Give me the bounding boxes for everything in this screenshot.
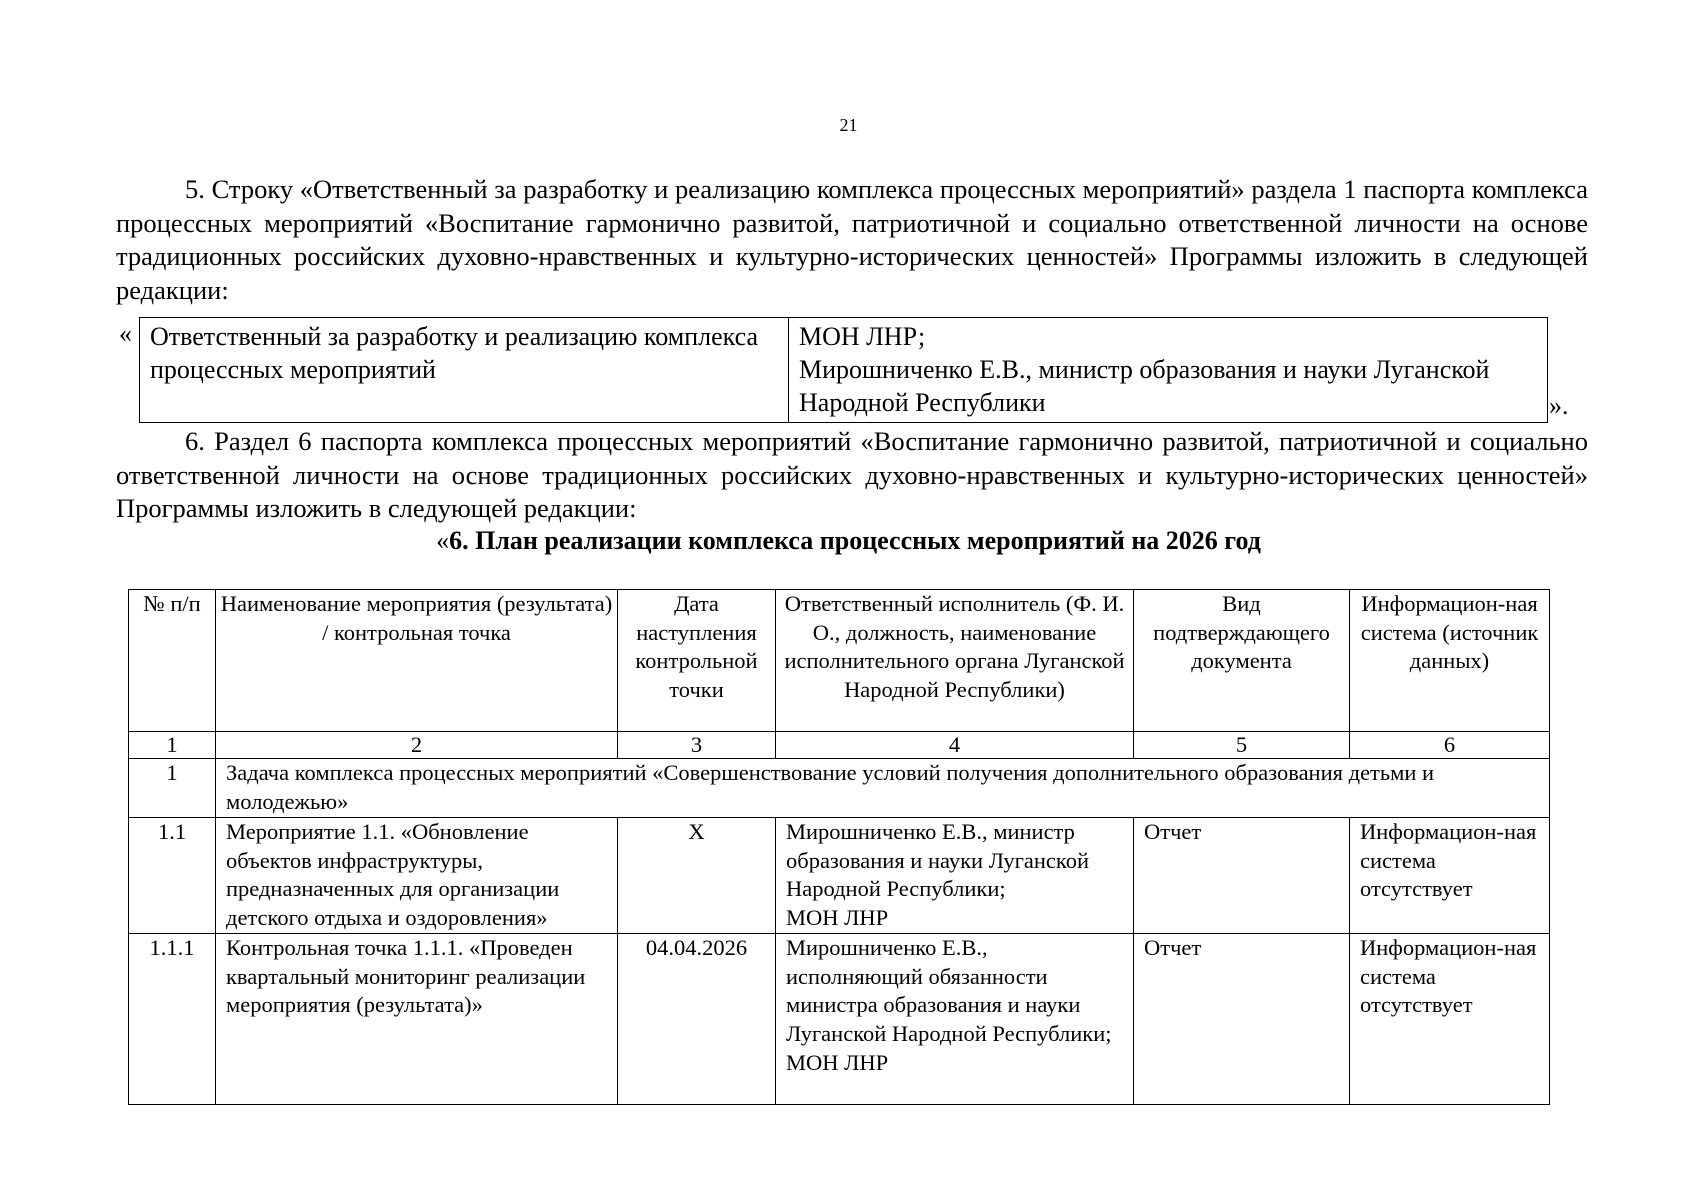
column-number: 2 — [216, 732, 618, 759]
table-row — [129, 933, 1550, 1104]
plan-title — [0, 524, 1697, 557]
control-date: X — [618, 818, 776, 934]
task-row — [129, 759, 1550, 818]
event-name: Мероприятие 1.1. «Обновление объектов инфраструктуры, предназначенных для организации детского отдыха и оздоровления» — [216, 818, 618, 934]
responsible-person: Мирошниченко Е.В., министр образования и науки Луганской Народной Республики; — [786, 819, 1089, 902]
responsible-value-person: Мирошниченко Е.В., министр образования и науки Луганской Народной Республики — [799, 355, 1490, 417]
document-type: Отчет — [1134, 933, 1350, 1104]
quote-close: ». — [1549, 391, 1569, 420]
row-number: 1.1 — [129, 818, 216, 934]
table-row — [129, 818, 1550, 934]
column-number: 6 — [1350, 732, 1550, 759]
responsible-value-org: МОН ЛНР; — [799, 322, 926, 351]
task-number: 1 — [129, 759, 216, 818]
column-number: 4 — [776, 732, 1134, 759]
quote-open: « — [119, 319, 132, 348]
responsible-person: Мирошниченко Е.В., исполняющий обязанности министра образования и науки Луганской Народной Республики; — [786, 934, 1112, 1046]
table-header-row — [129, 590, 1550, 732]
responsible-org: МОН ЛНР — [786, 905, 889, 931]
info-system: Информацион-ная система отсутствует — [1350, 818, 1550, 934]
responsible-value — [789, 318, 1548, 423]
paragraph-6: 6. Раздел 6 паспорта комплекса процессных мероприятий «Воспитание гармонично развитой, патриотичной и социально ответственной личности на основе традиционных российских духовно-нравственных и культурно-исторических ценностей» Программы изложить в следующей редакции: — [116, 426, 1588, 523]
column-number: 5 — [1134, 732, 1350, 759]
header-cell: Дата наступления контрольной точки — [618, 590, 776, 732]
plan-title-text: 6. План реализации комплекса процессных мероприятий на 2026 год — [449, 526, 1261, 555]
header-cell: Информацион-ная система (источник данных) — [1350, 590, 1550, 732]
header-cell: Ответственный исполнитель (Ф. И. О., должность, наименование исполнительного органа Луганской Народной Республики) — [776, 590, 1134, 732]
page-number: 21 — [839, 115, 858, 135]
plan-table — [128, 589, 1550, 1105]
responsible-org: МОН ЛНР — [786, 1049, 889, 1075]
column-numbers-row — [129, 732, 1550, 759]
responsible-executor — [776, 818, 1134, 934]
task-text: Задача комплекса процессных мероприятий «Совершенствование условий получения дополнительного образования детьми и молодежью» — [216, 759, 1550, 818]
info-system: Информацион-ная система отсутствует — [1350, 933, 1550, 1104]
header-cell: Вид подтверждающего документа — [1134, 590, 1350, 732]
paragraph-5: 5. Строку «Ответственный за разработку и реализацию комплекса процессных мероприятий» раздела 1 паспорта комплекса процессных мероприятий «Воспитание гармонично развитой, патриотичной и социально ответственной личности на основе традиционных российских духовно-нравственных и культурно-исторических ценностей» Программы изложить в следующей редакции: — [116, 174, 1588, 305]
header-cell: Наименование мероприятия (результата) / контрольная точка — [216, 590, 618, 732]
column-number: 1 — [129, 732, 216, 759]
row-number: 1.1.1 — [129, 933, 216, 1104]
responsible-table — [139, 317, 1548, 423]
control-date: 04.04.2026 — [618, 933, 776, 1104]
plan-title-quote: « — [436, 526, 450, 555]
event-name: Контрольная точка 1.1.1. «Проведен квартальный мониторинг реализации мероприятия (результата)» — [216, 933, 618, 1104]
header-cell: № п/п — [129, 590, 216, 732]
document-type: Отчет — [1134, 818, 1350, 934]
responsible-label: Ответственный за разработку и реализацию комплекса процессных мероприятий — [140, 318, 789, 423]
responsible-executor — [776, 933, 1134, 1104]
column-number: 3 — [618, 732, 776, 759]
